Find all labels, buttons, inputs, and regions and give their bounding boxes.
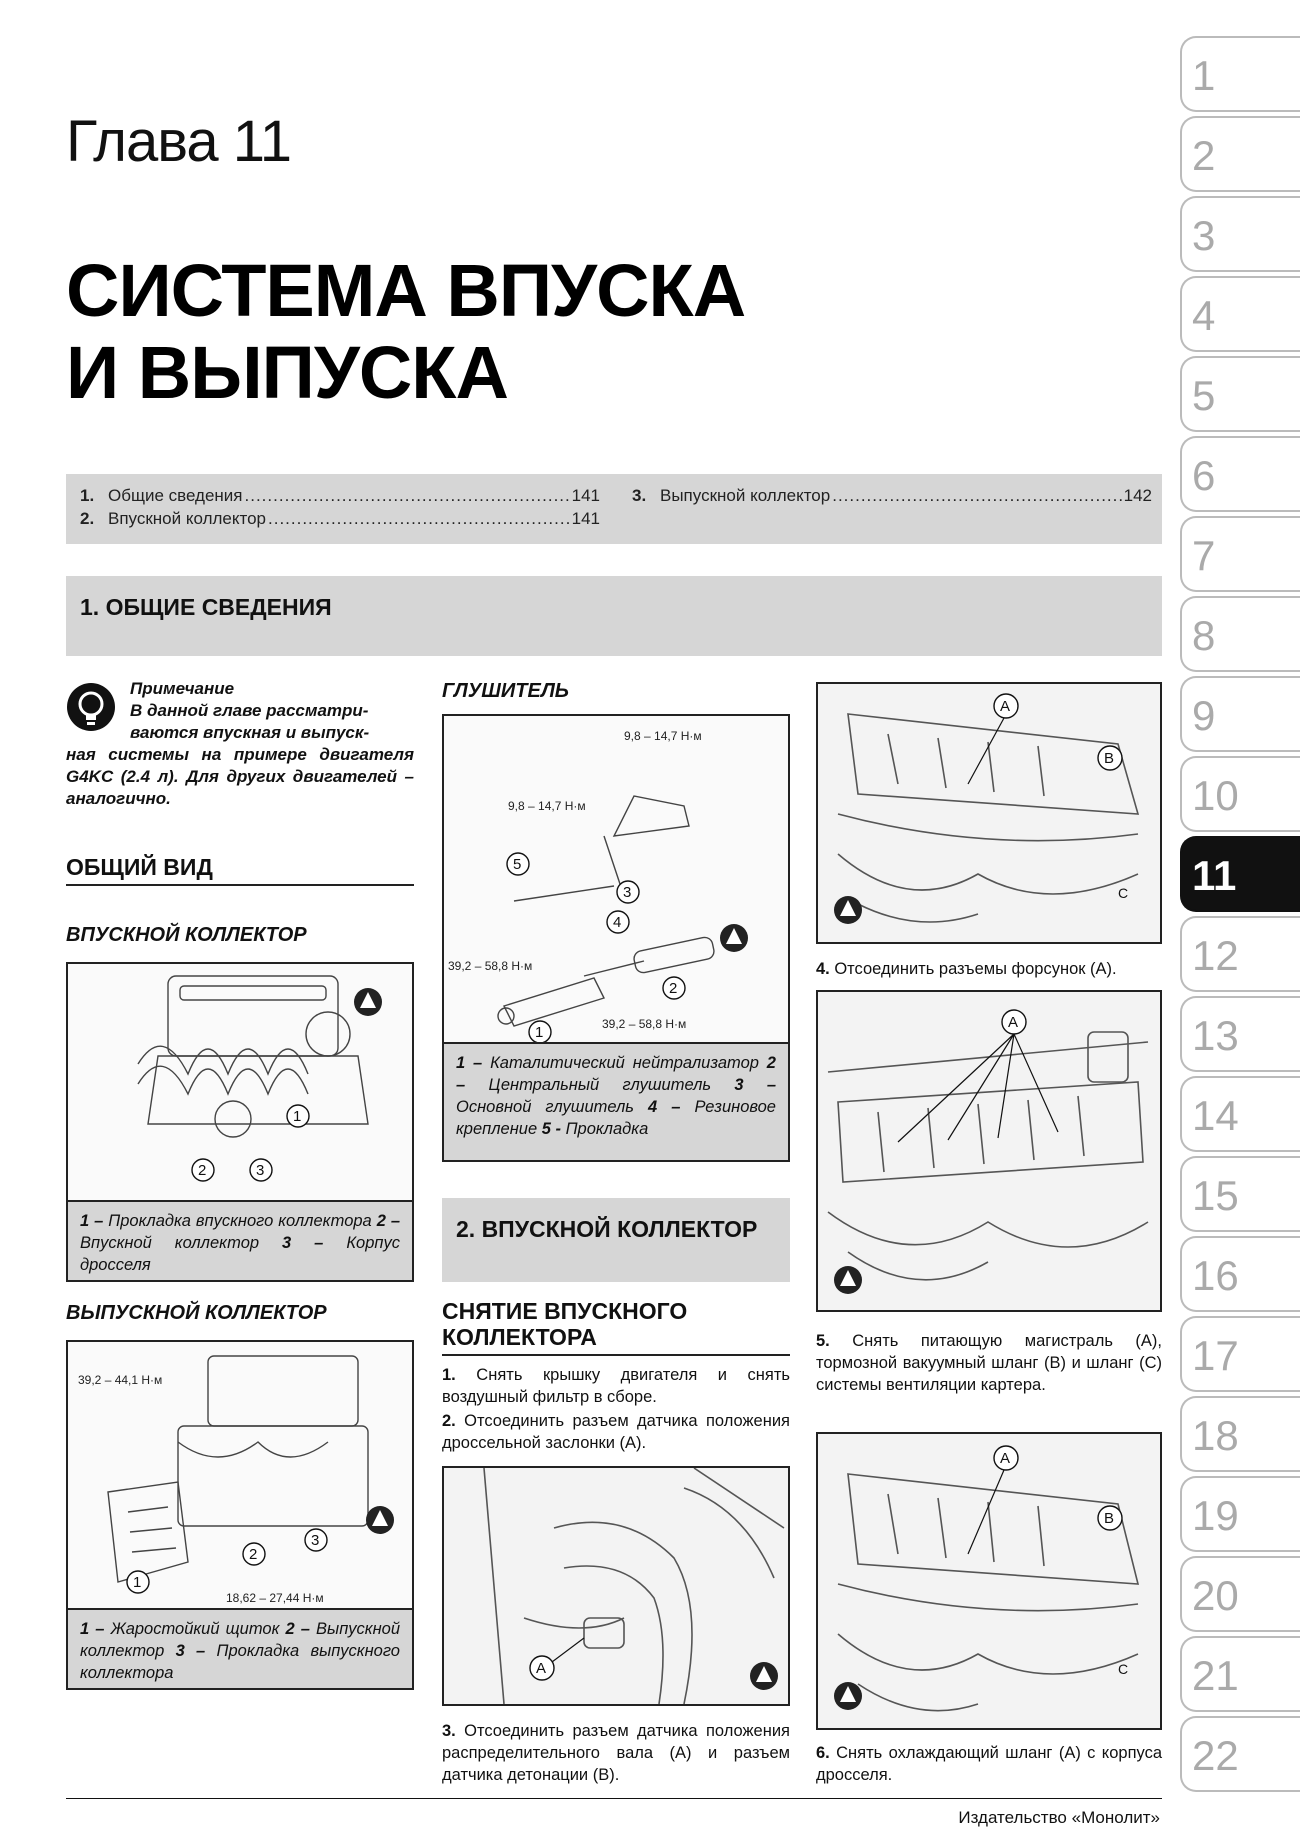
step-num: 1.	[442, 1366, 456, 1384]
chapter-tab-9[interactable]: 9	[1180, 676, 1300, 752]
caption-text: Центральный глушитель	[488, 1076, 735, 1094]
toc-entry[interactable]	[80, 486, 600, 506]
divider	[66, 884, 414, 886]
section-2-header	[442, 1198, 790, 1282]
throttle-sensor-photo	[442, 1466, 790, 1706]
toc-num: 3.	[632, 486, 647, 505]
caption-text: Корпус дросселя	[80, 1234, 400, 1274]
step-6	[816, 1742, 1162, 1786]
callout-1: 1	[133, 1574, 142, 1591]
caption-num: 4 –	[648, 1098, 695, 1116]
callout-3: 3	[311, 1532, 320, 1549]
callout-1: 1	[293, 1108, 302, 1125]
fuel-rail-photo	[816, 990, 1162, 1312]
caption-text: Каталитический нейтрализатор	[490, 1054, 767, 1072]
toc-leader	[832, 486, 1121, 506]
section-1-title: 1. ОБЩИЕ СВЕДЕНИЯ	[80, 594, 332, 620]
table-of-contents	[66, 474, 1162, 544]
toc-title: Выпускной коллектор	[660, 486, 831, 505]
section-2-title: 2. ВПУСКНОЙ КОЛЛЕКТОР	[456, 1216, 758, 1242]
callout-2: 2	[249, 1546, 258, 1563]
toc-num: 1.	[80, 486, 95, 505]
intake-manifold-figure	[66, 962, 414, 1202]
general-view-title: ОБЩИЙ ВИД	[66, 854, 213, 880]
section-1-header	[66, 576, 1162, 656]
caption-text: Прокладка	[565, 1120, 649, 1138]
caption-num: 2 –	[376, 1212, 401, 1230]
chapter-tab-14[interactable]: 14	[1180, 1076, 1300, 1152]
note-text: ная системы на примере двигателя G4KC (2.4 л). Для других двигателей – аналогично.	[66, 745, 414, 808]
label-a: A	[1000, 1450, 1011, 1467]
step-3	[442, 1720, 790, 1786]
step-text: Отсоединить разъемы форсунок (А).	[829, 960, 1117, 978]
removal-title-line: КОЛЛЕКТОРА	[442, 1324, 597, 1350]
label-a: A	[536, 1660, 547, 1677]
divider	[442, 1354, 790, 1356]
caption-text: Основной глушитель	[456, 1098, 649, 1116]
step-num: 5.	[816, 1332, 830, 1350]
torque-label: 9,8 – 14,7 Н·м	[624, 729, 702, 743]
chapter-tab-18[interactable]: 18	[1180, 1396, 1300, 1472]
chapter-tab-16[interactable]: 16	[1180, 1236, 1300, 1312]
caption-text: Прокладка впускного коллектора	[108, 1212, 377, 1230]
removal-title-line: СНЯТИЕ ВПУСКНОГО	[442, 1298, 688, 1324]
exhaust-manifold-figure	[66, 1340, 414, 1610]
step-text: Отсоединить разъем датчика положения дроссельной заслонки (А).	[442, 1412, 790, 1452]
note-block	[66, 678, 414, 810]
torque-label: 18,62 – 27,44 Н·м	[226, 1591, 324, 1605]
toc-entry[interactable]	[80, 509, 600, 529]
callout-4: 4	[613, 914, 622, 931]
step-num: 2.	[442, 1412, 456, 1430]
publisher: Издательство «Монолит»	[958, 1808, 1160, 1827]
step-5	[816, 1330, 1162, 1396]
intake-manifold-caption	[66, 1202, 414, 1282]
chapter-tab-1[interactable]: 1	[1180, 36, 1300, 112]
callout-2: 2	[198, 1162, 207, 1179]
note-line: В данной главе рассматри-	[130, 701, 369, 720]
intake-manifold-title: ВПУСКНОЙ КОЛЛЕКТОР	[66, 924, 307, 946]
caption-num: 3 –	[734, 1076, 777, 1094]
step-1	[442, 1364, 790, 1408]
caption-num: 1 –	[80, 1620, 111, 1638]
chapter-tab-17[interactable]: 17	[1180, 1316, 1300, 1392]
label-c: C	[1118, 1661, 1129, 1677]
toc-leader	[268, 509, 570, 529]
toc-page: 141	[571, 509, 600, 528]
chapter-tab-21[interactable]: 21	[1180, 1636, 1300, 1712]
label-b: B	[1104, 750, 1115, 767]
caption-text: Выпускной коллектор	[80, 1620, 400, 1660]
torque-label: 39,2 – 58,8 Н·м	[448, 959, 533, 973]
toc-title: Впускной коллектор	[108, 509, 266, 528]
chapter-tab-10[interactable]: 10	[1180, 756, 1300, 832]
step-2	[442, 1410, 790, 1454]
label-c: C	[1118, 885, 1129, 901]
chapter-tab-6[interactable]: 6	[1180, 436, 1300, 512]
torque-label: 39,2 – 58,8 Н·м	[602, 1017, 687, 1031]
caption-text: Резиновое крепление	[456, 1098, 776, 1138]
chapter-tab-22[interactable]: 22	[1180, 1716, 1300, 1792]
caption-num: 2 –	[285, 1620, 317, 1638]
chapter-tab-7[interactable]: 7	[1180, 516, 1300, 592]
chapter-tab-4[interactable]: 4	[1180, 276, 1300, 352]
caption-num: 5 -	[541, 1120, 566, 1138]
callout-3: 3	[623, 884, 632, 901]
torque-label: 39,2 – 44,1 Н·м	[78, 1373, 163, 1387]
caption-text: Жаростойкий щиток	[110, 1620, 286, 1638]
note-title: Примечание	[130, 679, 235, 698]
caption-num: 2 –	[456, 1054, 776, 1094]
toc-entry[interactable]	[632, 486, 1152, 506]
chapter-tab-13[interactable]: 13	[1180, 996, 1300, 1072]
label-a: A	[1000, 698, 1011, 715]
chapter-label: Глава 11	[66, 109, 291, 174]
step-num: 6.	[816, 1744, 830, 1762]
step-text: Снять крышку двигателя и снять воздушный фильтр в сборе.	[442, 1366, 790, 1406]
removal-title	[442, 1298, 687, 1350]
caption-num: 1 –	[80, 1212, 109, 1230]
callout-5: 5	[513, 856, 522, 873]
exhaust-manifold-title: ВЫПУСКНОЙ КОЛЛЕКТОР	[66, 1302, 327, 1324]
caption-text: Впускной коллектор	[80, 1234, 283, 1252]
step-text: Снять питающую магистраль (А), тормозной вакуумный шланг (В) и шланг (С) системы вентиляции картера.	[816, 1332, 1162, 1394]
callout-1: 1	[535, 1024, 544, 1041]
toc-num: 2.	[80, 509, 95, 528]
chapter-title	[66, 250, 745, 414]
callout-3: 3	[256, 1162, 265, 1179]
callout-2: 2	[669, 980, 678, 997]
chapter-title-line-2: И ВЫПУСКА	[66, 331, 508, 414]
toc-page: 141	[571, 486, 600, 505]
torque-label: 9,8 – 14,7 Н·м	[508, 799, 586, 813]
caption-num: 3 –	[175, 1642, 217, 1660]
toc-title: Общие сведения	[108, 486, 243, 505]
chapter-tab-12[interactable]: 12	[1180, 916, 1300, 992]
muffler-title: ГЛУШИТЕЛЬ	[442, 680, 569, 702]
note-line: ваются впускная и выпуск-	[130, 723, 370, 742]
chapter-tab-11[interactable]: 11	[1180, 836, 1300, 912]
step-text: Отсоединить разъем датчика положения распределительного вала (А) и разъем датчика детонации (В).	[442, 1722, 790, 1784]
chapter-title-line-1: СИСТЕМА ВПУСКА	[66, 249, 746, 332]
step-4	[816, 958, 1162, 980]
muffler-figure	[442, 714, 790, 1044]
step-text: Снять охлаждающий шланг (А) с корпуса дросселя.	[816, 1744, 1162, 1784]
chapter-tab-19[interactable]: 19	[1180, 1476, 1300, 1552]
label-a: A	[1008, 1014, 1019, 1031]
injector-connectors-photo	[816, 682, 1162, 944]
footer-divider	[66, 1798, 1162, 1799]
chapter-tab-15[interactable]: 15	[1180, 1156, 1300, 1232]
label-b: B	[1104, 1510, 1115, 1527]
caption-num: 1 –	[456, 1054, 491, 1072]
caption-num: 3 –	[282, 1234, 347, 1252]
chapter-tab-5[interactable]: 5	[1180, 356, 1300, 432]
muffler-caption	[442, 1044, 790, 1162]
chapter-tab-3[interactable]: 3	[1180, 196, 1300, 272]
step-num: 4.	[816, 960, 830, 978]
toc-leader	[245, 486, 570, 506]
exhaust-manifold-caption	[66, 1610, 414, 1690]
toc-page: 142	[1123, 486, 1152, 505]
coolant-hose-photo	[816, 1432, 1162, 1730]
chapter-tab-8[interactable]: 8	[1180, 596, 1300, 672]
chapter-tab-20[interactable]: 20	[1180, 1556, 1300, 1632]
step-num: 3.	[442, 1722, 456, 1740]
chapter-tab-2[interactable]: 2	[1180, 116, 1300, 192]
caption-text: Прокладка выпускного коллектора	[80, 1642, 400, 1682]
